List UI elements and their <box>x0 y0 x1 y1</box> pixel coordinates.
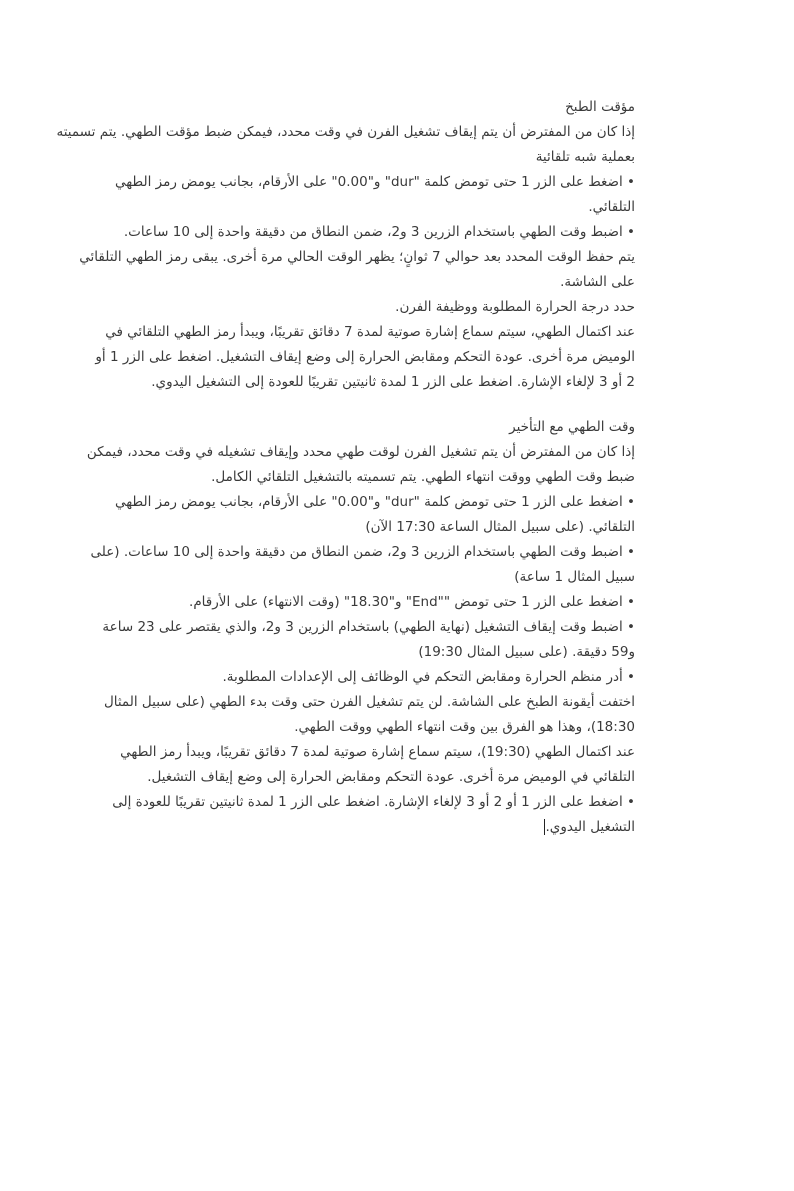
bullet-line: • اضبط وقت الطهي باستخدام الزرين 3 و2، ضمن النطاق من دقيقة واحدة إلى 10 ساعات. (على <box>90 544 635 560</box>
bullet-line: • اضغط على الزر 1 حتى تومض كلمة "dur" و"0.00" على الأرقام، بجانب يومض رمز الطهي <box>114 174 635 190</box>
section-delayed-cooking <box>86 415 635 840</box>
text-cursor <box>544 819 545 835</box>
paragraph-line: سبيل المثال 1 ساعة) <box>514 569 635 585</box>
bullet-line: • اضغط على الزر 1 حتى تومض ""End" و"18.30" (وقت الانتهاء) على الأرقام. <box>189 594 635 610</box>
section-title: مؤقت الطبخ <box>565 99 635 115</box>
section-spacer <box>165 395 635 415</box>
document-page <box>56 95 635 840</box>
section-cooking-timer <box>56 95 635 395</box>
paragraph-line: التلقائي. <box>588 199 635 215</box>
last-line[interactable] <box>165 815 635 840</box>
paragraph-line: التشغيل اليدوي. <box>545 819 635 835</box>
paragraph-line: التلقائي في الوميض مرة أخرى. عودة التحكم ومقابض الحرارة إلى وضع إيقاف التشغيل. <box>147 769 635 785</box>
paragraph-line: 18:30)، وهذا هو الفرق بين وقت انتهاء الطهي ووقت الطهي. <box>294 719 635 735</box>
bullet-line: • اضبط وقت الطهي باستخدام الزرين 3 و2، ضمن النطاق من دقيقة واحدة إلى 10 ساعات. <box>123 224 635 240</box>
bullet-line: • اضغط على الزر 1 حتى تومض كلمة "dur" و"0.00" على الأرقام، بجانب يومض رمز الطهي <box>114 494 635 510</box>
bullet-line: • اضبط وقت إيقاف التشغيل (نهاية الطهي) باستخدام الزرين 3 و2، والذي يقتصر على 23 ساعة <box>102 619 635 635</box>
bullet-line: • اضغط على الزر 1 أو 2 أو 3 لإلغاء الإشارة. اضغط على الزر 1 لمدة ثانيتين تقريبًا للعودة إلى <box>112 794 635 810</box>
section-title: وقت الطهي مع التأخير <box>509 419 635 435</box>
paragraph-line: بعملية شبه تلقائية <box>535 149 635 165</box>
paragraph-line: إذا كان من المفترض أن يتم إيقاف تشغيل الفرن في وقت محدد، فيمكن ضبط مؤقت الطهي. يتم تسميته <box>56 124 635 140</box>
paragraph-line: على الشاشة. <box>560 274 635 290</box>
paragraph-line: عند اكتمال الطهي، سيتم سماع إشارة صوتية لمدة 7 دقائق تقريبًا، ويبدأ رمز الطهي التلقائي في <box>105 324 635 340</box>
paragraph-line: و59 دقيقة. (على سبيل المثال 19:30) <box>418 644 635 660</box>
paragraph-line: الوميض مرة أخرى. عودة التحكم ومقابض الحرارة إلى وضع إيقاف التشغيل. اضغط على الزر 1 أو <box>95 349 635 365</box>
paragraph-line: إذا كان من المفترض أن يتم تشغيل الفرن لوقت طهي محدد وإيقاف تشغيله في وقت محدد، فيمكن <box>86 444 635 460</box>
paragraph-line: حدد درجة الحرارة المطلوبة ووظيفة الفرن. <box>395 299 635 315</box>
paragraph-line: يتم حفظ الوقت المحدد بعد حوالي 7 ثوانٍ؛ يظهر الوقت الحالي مرة أخرى. يبقى رمز الطهي التلقائي <box>79 249 635 265</box>
bullet-line: • أدر منظم الحرارة ومقابض التحكم في الوظائف إلى الإعدادات المطلوبة. <box>222 669 635 685</box>
paragraph-line: التلقائي. (على سبيل المثال الساعة 17:30 الآن) <box>365 519 635 535</box>
paragraph-line: ضبط وقت الطهي ووقت انتهاء الطهي. يتم تسميته بالتشغيل التلقائي الكامل. <box>211 469 635 485</box>
paragraph-line: اختفت أيقونة الطبخ على الشاشة. لن يتم تشغيل الفرن حتى وقت بدء الطهي (على سبيل المثال <box>103 694 635 710</box>
paragraph-line: 2 أو 3 لإلغاء الإشارة. اضغط على الزر 1 لمدة ثانيتين تقريبًا للعودة إلى التشغيل اليدوي. <box>151 374 635 390</box>
paragraph-line: عند اكتمال الطهي (19:30)، سيتم سماع إشارة صوتية لمدة 7 دقائق تقريبًا، ويبدأ رمز الطهي <box>120 744 635 760</box>
